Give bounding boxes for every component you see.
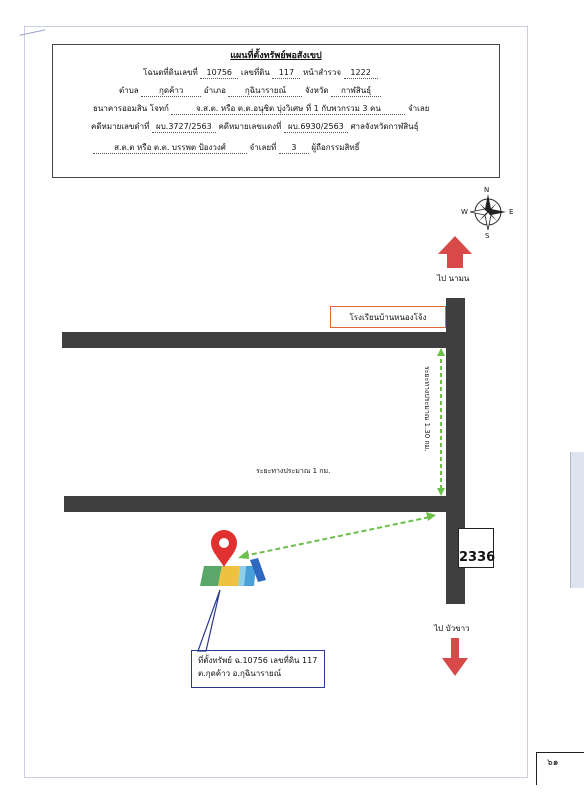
tambon-label: ตำบล [119, 86, 139, 95]
owner-role-label: จำเลยที่ [249, 143, 277, 152]
page-number: ๖๑ [536, 752, 584, 785]
compass-west-label: W [461, 208, 468, 216]
amphoe-label: อำเภอ [203, 86, 226, 95]
red-case: ผบ.6930/2563 [284, 122, 348, 133]
distance-line-diagonal [244, 517, 430, 556]
to-north-label: ไป นามน [437, 274, 470, 283]
highway-sign [458, 528, 494, 568]
defendant-role: จำเลย [407, 104, 430, 113]
owner-role-no: 3 [279, 143, 309, 154]
land-parcels-icon [200, 558, 266, 586]
arrowhead-up-icon [437, 348, 445, 356]
survey-label: หน้าสำรวจ [302, 68, 342, 77]
tambon: กุดค้าว [141, 86, 201, 97]
deed-no: 10756 [200, 68, 238, 79]
province: กาฬสินธุ์ [331, 86, 381, 97]
location-pin-icon [211, 530, 237, 567]
land-no-label: เลขที่ดิน [240, 68, 270, 77]
plaintiff-role: โจทก์ [149, 104, 169, 113]
black-case: ผบ.3727/2563 [152, 122, 216, 133]
document-title: แผนที่ตั้งทรัพย์พอสังเขป [230, 51, 322, 61]
school-sign [330, 306, 446, 328]
property-info-line2: ต.กุดค้าว อ.กุฉินารายณ์ [198, 669, 282, 678]
owner: ส.ต.ต หรือ ต.ต. บรรพต ป้องวงศ์ [93, 143, 247, 154]
distance-horizontal-label: ระยะทางประมาณ 1 กม. [256, 467, 331, 475]
compass-east-label: E [509, 208, 514, 216]
to-south-label: ไป บัวขาว [434, 624, 470, 633]
compass-north-label: N [484, 186, 490, 194]
survey-no: 1222 [344, 68, 378, 79]
plaintiff: ธนาคารออมสิน [93, 104, 148, 113]
arrow-up-icon [438, 236, 472, 268]
property-info-line1: ที่ตั้งทรัพย์ ฉ.10756 เลขที่ดิน 117 [198, 656, 318, 665]
school-label: โรงเรียนบ้านหนองโจ้ง [349, 312, 427, 322]
amphoe: กุฉินารายณ์ [228, 86, 302, 97]
arrow-down-icon [442, 638, 468, 676]
distance-vertical-label: ระยะทางประมาณ 1.30 กม. [423, 366, 431, 452]
callout-pointer [198, 590, 220, 651]
arrowhead-down-icon [437, 488, 445, 496]
defendant: จ.ส.ต. หรือ ต.ต.อนุชิต บุ่งวิเศษ ที่ 1 กับพวกรวม 3 คน [171, 104, 405, 115]
compass-south-label: S [485, 232, 490, 240]
deed-label: โฉนดที่ดินเลขที่ [143, 68, 198, 77]
compass-rose-icon [470, 194, 506, 230]
property-info-box [191, 650, 325, 688]
owner-suffix: ผู้ถือกรรมสิทธิ์ [311, 143, 360, 152]
province-label: จังหวัด [304, 86, 329, 95]
arrowhead-left-icon [238, 550, 249, 559]
land-no: 117 [272, 68, 300, 79]
court: ศาลจังหวัดกาฬสินธุ์ [350, 122, 419, 131]
red-case-label: คดีหมายเลขแดงที่ [218, 122, 282, 131]
arrowhead-right-icon [426, 512, 436, 521]
highway-number: 2336 [459, 550, 496, 565]
black-case-label: คดีหมายเลขดำที่ [91, 122, 150, 131]
